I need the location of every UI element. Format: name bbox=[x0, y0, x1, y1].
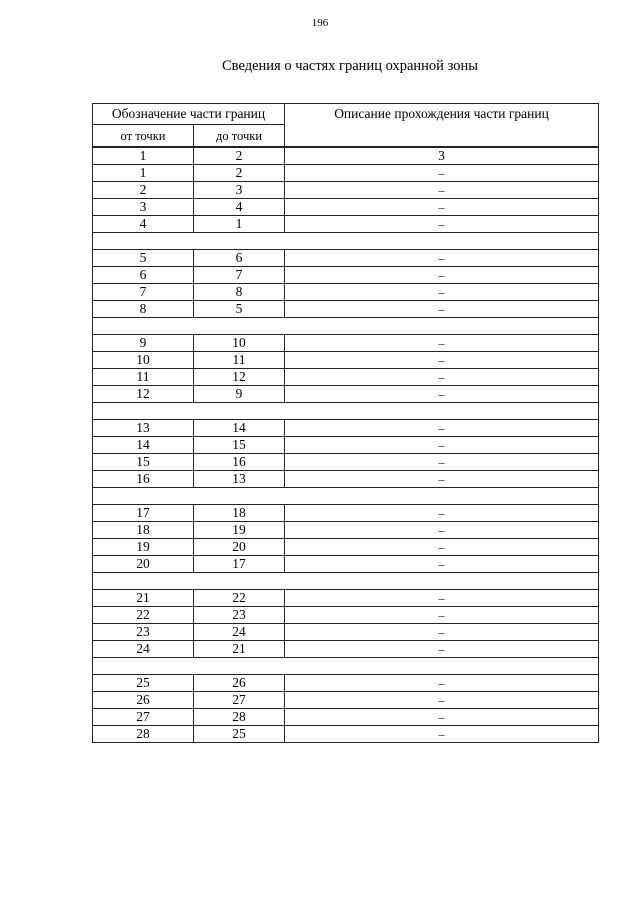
from-point-cell: 22 bbox=[93, 607, 194, 624]
to-point-cell: 4 bbox=[194, 199, 285, 216]
header-from-point: от точки bbox=[93, 125, 194, 148]
header-description: Описание прохождения части границ bbox=[285, 104, 599, 148]
header-to-point: до точки bbox=[194, 125, 285, 148]
table-row bbox=[93, 284, 599, 301]
to-point-cell: 15 bbox=[194, 437, 285, 454]
boundary-parts-table bbox=[92, 103, 598, 743]
from-point-cell: 13 bbox=[93, 420, 194, 437]
from-point-cell: 5 bbox=[93, 250, 194, 267]
from-point-cell: 16 bbox=[93, 471, 194, 488]
to-point-cell: 16 bbox=[194, 454, 285, 471]
table-row bbox=[93, 590, 599, 607]
table-row bbox=[93, 675, 599, 692]
to-point-cell: 21 bbox=[194, 641, 285, 658]
group-separator-row bbox=[93, 573, 599, 590]
description-cell: – bbox=[285, 641, 599, 658]
from-point-cell: 1 bbox=[93, 165, 194, 182]
description-cell: – bbox=[285, 199, 599, 216]
group-separator-row bbox=[93, 233, 599, 250]
description-cell: – bbox=[285, 471, 599, 488]
from-point-cell: 25 bbox=[93, 675, 194, 692]
from-point-cell: 21 bbox=[93, 590, 194, 607]
to-point-cell: 8 bbox=[194, 284, 285, 301]
table-row bbox=[93, 709, 599, 726]
group-separator-row bbox=[93, 658, 599, 675]
description-cell: – bbox=[285, 590, 599, 607]
table-row bbox=[93, 505, 599, 522]
description-cell: – bbox=[285, 386, 599, 403]
header-number-1: 1 bbox=[93, 147, 194, 165]
description-cell: – bbox=[285, 675, 599, 692]
from-point-cell: 19 bbox=[93, 539, 194, 556]
description-cell: – bbox=[285, 335, 599, 352]
description-cell: – bbox=[285, 522, 599, 539]
table-row bbox=[93, 471, 599, 488]
description-cell: – bbox=[285, 539, 599, 556]
header-number-row bbox=[93, 147, 599, 165]
description-cell: – bbox=[285, 420, 599, 437]
table-row bbox=[93, 301, 599, 318]
from-point-cell: 6 bbox=[93, 267, 194, 284]
from-point-cell: 8 bbox=[93, 301, 194, 318]
table-row bbox=[93, 182, 599, 199]
group-separator-cell bbox=[93, 658, 599, 675]
description-cell: – bbox=[285, 216, 599, 233]
table-row bbox=[93, 437, 599, 454]
from-point-cell: 9 bbox=[93, 335, 194, 352]
description-cell: – bbox=[285, 437, 599, 454]
table-row bbox=[93, 369, 599, 386]
to-point-cell: 18 bbox=[194, 505, 285, 522]
from-point-cell: 24 bbox=[93, 641, 194, 658]
description-cell: – bbox=[285, 556, 599, 573]
table-row bbox=[93, 454, 599, 471]
from-point-cell: 11 bbox=[93, 369, 194, 386]
to-point-cell: 25 bbox=[194, 726, 285, 743]
from-point-cell: 23 bbox=[93, 624, 194, 641]
to-point-cell: 17 bbox=[194, 556, 285, 573]
to-point-cell: 24 bbox=[194, 624, 285, 641]
from-point-cell: 14 bbox=[93, 437, 194, 454]
from-point-cell: 3 bbox=[93, 199, 194, 216]
table-row bbox=[93, 352, 599, 369]
description-cell: – bbox=[285, 454, 599, 471]
to-point-cell: 22 bbox=[194, 590, 285, 607]
from-point-cell: 18 bbox=[93, 522, 194, 539]
table-row bbox=[93, 199, 599, 216]
to-point-cell: 1 bbox=[194, 216, 285, 233]
page-number: 196 bbox=[311, 17, 329, 29]
from-point-cell: 4 bbox=[93, 216, 194, 233]
group-separator-cell bbox=[93, 318, 599, 335]
group-separator-cell bbox=[93, 403, 599, 420]
group-separator-cell bbox=[93, 573, 599, 590]
table-row bbox=[93, 335, 599, 352]
table-row bbox=[93, 522, 599, 539]
to-point-cell: 7 bbox=[194, 267, 285, 284]
from-point-cell: 28 bbox=[93, 726, 194, 743]
to-point-cell: 12 bbox=[194, 369, 285, 386]
table-row bbox=[93, 641, 599, 658]
document-title: Сведения о частях границ охранной зоны bbox=[222, 58, 478, 74]
header-number-2: 2 bbox=[194, 147, 285, 165]
to-point-cell: 27 bbox=[194, 692, 285, 709]
from-point-cell: 26 bbox=[93, 692, 194, 709]
table-row bbox=[93, 539, 599, 556]
description-cell: – bbox=[285, 709, 599, 726]
from-point-cell: 17 bbox=[93, 505, 194, 522]
to-point-cell: 19 bbox=[194, 522, 285, 539]
description-cell: – bbox=[285, 726, 599, 743]
table-row bbox=[93, 216, 599, 233]
from-point-cell: 7 bbox=[93, 284, 194, 301]
description-cell: – bbox=[285, 267, 599, 284]
to-point-cell: 20 bbox=[194, 539, 285, 556]
to-point-cell: 10 bbox=[194, 335, 285, 352]
to-point-cell: 14 bbox=[194, 420, 285, 437]
from-point-cell: 15 bbox=[93, 454, 194, 471]
description-cell: – bbox=[285, 301, 599, 318]
to-point-cell: 5 bbox=[194, 301, 285, 318]
header-boundary-designation: Обозначение части границ bbox=[93, 104, 285, 125]
to-point-cell: 6 bbox=[194, 250, 285, 267]
description-cell: – bbox=[285, 250, 599, 267]
from-point-cell: 2 bbox=[93, 182, 194, 199]
table-row bbox=[93, 556, 599, 573]
table-row bbox=[93, 607, 599, 624]
table-row bbox=[93, 250, 599, 267]
group-separator-cell bbox=[93, 488, 599, 505]
description-cell: – bbox=[285, 165, 599, 182]
to-point-cell: 13 bbox=[194, 471, 285, 488]
table-row bbox=[93, 420, 599, 437]
to-point-cell: 26 bbox=[194, 675, 285, 692]
description-cell: – bbox=[285, 352, 599, 369]
from-point-cell: 12 bbox=[93, 386, 194, 403]
header-number-3: 3 bbox=[285, 147, 599, 165]
description-cell: – bbox=[285, 182, 599, 199]
from-point-cell: 10 bbox=[93, 352, 194, 369]
group-separator-row bbox=[93, 403, 599, 420]
table-row bbox=[93, 267, 599, 284]
table-row bbox=[93, 692, 599, 709]
to-point-cell: 11 bbox=[194, 352, 285, 369]
to-point-cell: 28 bbox=[194, 709, 285, 726]
table-row bbox=[93, 624, 599, 641]
table-row bbox=[93, 386, 599, 403]
from-point-cell: 20 bbox=[93, 556, 194, 573]
table-row bbox=[93, 165, 599, 182]
group-separator-row bbox=[93, 318, 599, 335]
group-separator-row bbox=[93, 488, 599, 505]
description-cell: – bbox=[285, 624, 599, 641]
to-point-cell: 23 bbox=[194, 607, 285, 624]
to-point-cell: 3 bbox=[194, 182, 285, 199]
table-row bbox=[93, 726, 599, 743]
to-point-cell: 9 bbox=[194, 386, 285, 403]
description-cell: – bbox=[285, 607, 599, 624]
description-cell: – bbox=[285, 284, 599, 301]
description-cell: – bbox=[285, 692, 599, 709]
description-cell: – bbox=[285, 505, 599, 522]
description-cell: – bbox=[285, 369, 599, 386]
to-point-cell: 2 bbox=[194, 165, 285, 182]
from-point-cell: 27 bbox=[93, 709, 194, 726]
group-separator-cell bbox=[93, 233, 599, 250]
